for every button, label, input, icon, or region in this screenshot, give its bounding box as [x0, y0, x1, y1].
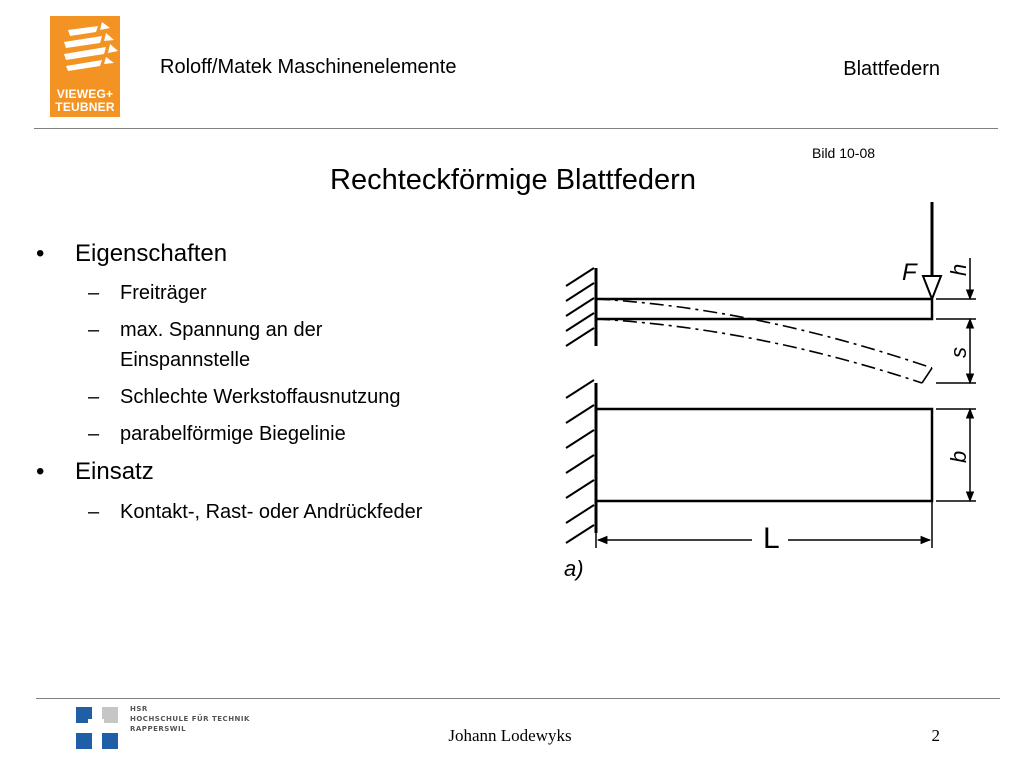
bullet-marker: •: [36, 240, 45, 267]
list-item: max. Spannung an der: [120, 319, 323, 341]
list-item: Schlechte Werkstoffausnutzung: [120, 386, 401, 408]
dash-marker: –: [88, 501, 100, 523]
list-item-continuation: Einspannstelle: [120, 349, 251, 371]
author-name: Johann Lodewyks: [448, 726, 572, 745]
institution-logo-icon: [76, 705, 120, 749]
book-title: Roloff/Matek Maschinenelemente: [160, 56, 457, 78]
dimension-label-s: s: [946, 347, 971, 358]
chapter-title: Blattfedern: [843, 58, 940, 80]
list-item: parabelförmige Biegelinie: [120, 423, 346, 445]
publisher-logo: [50, 16, 120, 117]
publisher-logo-line1: VIEWEG+: [56, 87, 114, 101]
leaf-spring-figure: [556, 198, 986, 588]
dash-marker: –: [88, 282, 100, 304]
section-heading-properties: Eigenschaften: [75, 240, 228, 267]
institution-name: [130, 704, 250, 734]
dimension-label-length: L: [763, 522, 780, 555]
dimension-label-b: b: [946, 450, 971, 463]
institution-name-line2: HOCHSCHULE FÜR TECHNIK: [130, 715, 250, 723]
bullet-marker: •: [36, 458, 45, 485]
institution-name-line1: HSR: [130, 705, 148, 713]
page-number: 2: [931, 726, 940, 745]
force-label: F: [902, 259, 917, 286]
dash-marker: –: [88, 386, 100, 408]
figure-reference: Bild 10-08: [812, 145, 876, 161]
section-heading-usage: Einsatz: [75, 458, 154, 485]
header-divider: [34, 128, 998, 129]
dimension-label-h: h: [946, 263, 971, 276]
list-item: Freiträger: [120, 282, 207, 304]
dash-marker: –: [88, 423, 100, 445]
publisher-logo-line2: TEUBNER: [55, 100, 115, 114]
list-item: Kontakt-, Rast- oder Andrückfeder: [120, 501, 423, 523]
institution-name-line3: RAPPERSWIL: [130, 725, 187, 733]
subfigure-label: a): [564, 556, 584, 581]
dash-marker: –: [88, 319, 100, 341]
spring-arrows-icon: [50, 16, 120, 86]
slide-title: Rechteckförmige Blattfedern: [330, 164, 696, 196]
footer-divider: [36, 698, 1000, 699]
